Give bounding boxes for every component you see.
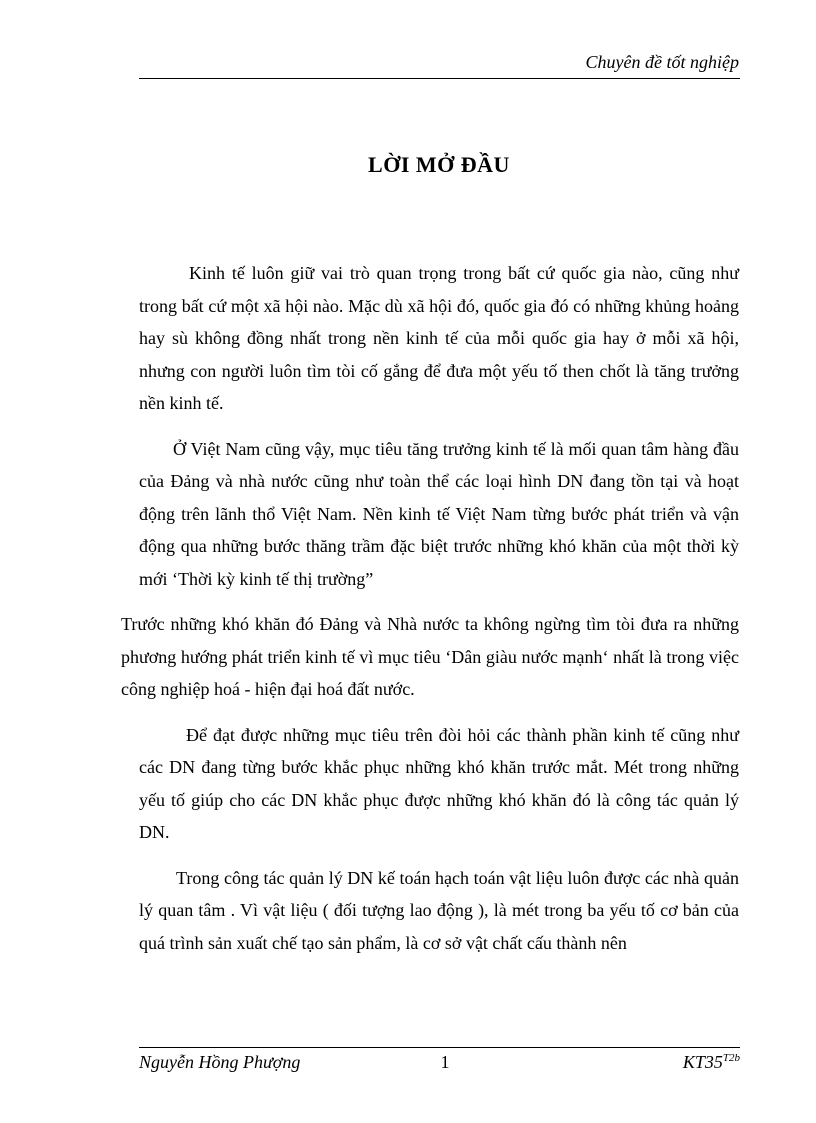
paragraph-3: Trước những khó khăn đó Đảng và Nhà nước ta không ngừng tìm tòi đưa ra những phương hướng phát triển kinh tế vì mục tiêu ‘Dân giàu nước mạnh‘ nhất là trong việc công nghiệp hoá - hiện đại hoá đất nước. — [121, 614, 739, 699]
footer-rule — [139, 1047, 740, 1048]
footer-page-number: 1 — [440, 1052, 450, 1072]
paragraph-4: Để đạt được những mục tiêu trên đòi hỏi các thành phần kinh tế cũng như các DN đang từng bước khắc phục những khó khăn trước mắt. Mét trong những yếu tố giúp cho các DN khắc phục được những khó khăn đó là công tác quản lý DN. — [139, 724, 739, 842]
header-rule — [139, 78, 740, 79]
page-title: LỜI MỞ ĐẦU — [368, 152, 510, 177]
page-header-title: Chuyên đề tốt nghiệp — [585, 52, 739, 72]
document-body — [121, 257, 739, 972]
paragraph-2: Ở Việt Nam cũng vậy, mục tiêu tăng trưởng kinh tế là mối quan tâm hàng đầu của Đảng và nhà nước cũng như toàn thể các loại hình DN đang tồn tại và hoạt động trên lãnh thổ Việt Nam. Nền kinh tế Việt Nam từng bước phát triển và vận động qua những bước thăng trầm đặc biệt trước những khó khăn của một thời kỳ mới ‘Thời kỳ kinh tế thị trường” — [139, 438, 739, 589]
footer-class-code — [560, 1050, 740, 1074]
paragraph-1: Kinh tế luôn giữ vai trò quan trọng trong bất cứ quốc gia nào, cũng như trong bất cứ một xã hội nào. Mặc dù xã hội đó, quốc gia đó có những khủng hoảng hay sù không đồng nhất trong nền kinh tế của mỗi quốc gia hay ở mỗi xã hội, nhưng con người luôn tìm tòi cố gắng để đưa một yếu tố then chốt là tăng trưởng nền kinh tế. — [139, 263, 739, 413]
footer-class-code-text: KT35 — [682, 1052, 723, 1072]
footer-class-code-superscript: T2b — [722, 1052, 740, 1064]
paragraph-5: Trong công tác quản lý DN kế toán hạch toán vật liệu luôn được các nhà quản lý quan tâm . Vì vật liệu ( đối tượng lao động ), là mét trong ba yếu tố cơ bản của quá trình sản xuất chế tạo sản phẩm, là cơ sở vật chất cấu thành nên — [139, 867, 739, 953]
footer-author: Nguyễn Hồng Phượng — [139, 1052, 301, 1072]
